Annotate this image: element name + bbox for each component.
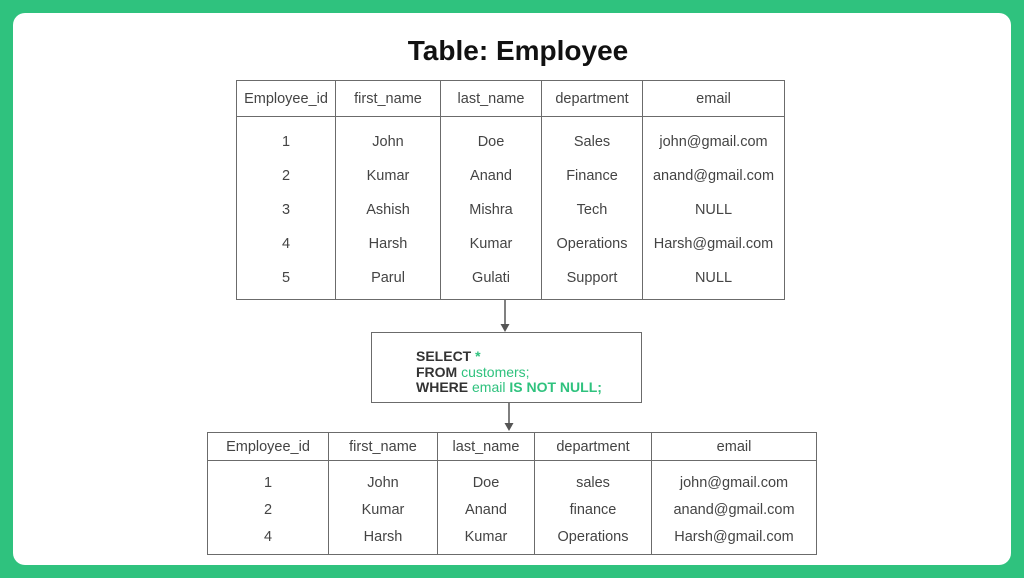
table-row	[208, 496, 817, 523]
table-cell: 1	[208, 461, 329, 497]
table-cell: anand@gmail.com	[643, 159, 785, 193]
sql-line-select	[416, 349, 602, 365]
table-cell: Sales	[542, 117, 643, 160]
table-row	[237, 227, 785, 261]
result-table	[207, 432, 817, 555]
sql-value: email	[472, 379, 506, 395]
table-cell: Finance	[542, 159, 643, 193]
table-cell: Anand	[441, 159, 542, 193]
table-cell: Harsh	[329, 523, 438, 555]
table-cell: NULL	[643, 193, 785, 227]
table-row	[237, 193, 785, 227]
sql-query	[416, 349, 602, 396]
table-cell: 2	[208, 496, 329, 523]
table-cell: Harsh@gmail.com	[643, 227, 785, 261]
table-cell: finance	[535, 496, 652, 523]
sql-line-where	[416, 380, 602, 396]
table-cell: Kumar	[336, 159, 441, 193]
table-cell: Anand	[438, 496, 535, 523]
table-cell: Parul	[336, 261, 441, 300]
table-cell: Harsh@gmail.com	[652, 523, 817, 555]
column-header: email	[643, 81, 785, 117]
column-header: first_name	[329, 433, 438, 461]
column-header: department	[542, 81, 643, 117]
table-row	[208, 523, 817, 555]
table-cell: Tech	[542, 193, 643, 227]
column-header: last_name	[438, 433, 535, 461]
arrow-down-icon	[498, 300, 512, 334]
sql-keyword: SELECT	[416, 348, 472, 364]
column-header: first_name	[336, 81, 441, 117]
table-cell: sales	[535, 461, 652, 497]
table-cell: john@gmail.com	[643, 117, 785, 160]
table-cell: 4	[208, 523, 329, 555]
table-cell: Kumar	[441, 227, 542, 261]
table-cell: Support	[542, 261, 643, 300]
table-cell: 2	[237, 159, 336, 193]
column-header: email	[652, 433, 817, 461]
table-row	[237, 261, 785, 300]
arrow-down-icon	[502, 403, 516, 434]
table-cell: NULL	[643, 261, 785, 300]
table-cell: 1	[237, 117, 336, 160]
table-cell: 4	[237, 227, 336, 261]
table-cell: Ashish	[336, 193, 441, 227]
table-cell: John	[336, 117, 441, 160]
table-row	[237, 159, 785, 193]
sql-condition: IS NOT NULL;	[509, 379, 602, 395]
sql-value: customers;	[461, 363, 530, 380]
sql-line-from	[416, 365, 602, 381]
column-header: Employee_id	[208, 433, 329, 461]
column-header: Employee_id	[237, 81, 336, 117]
column-header: department	[535, 433, 652, 461]
sql-value: *	[475, 348, 481, 364]
source-table	[236, 80, 785, 300]
table-cell: Gulati	[441, 261, 542, 300]
table-cell: john@gmail.com	[652, 461, 817, 497]
table-cell: anand@gmail.com	[652, 496, 817, 523]
table-row	[237, 117, 785, 160]
sql-keyword: FROM	[416, 363, 458, 380]
page-title: Table: Employee	[407, 35, 629, 66]
table-cell: John	[329, 461, 438, 497]
table-row	[208, 461, 817, 497]
table-cell: Doe	[438, 461, 535, 497]
table-cell: Mishra	[441, 193, 542, 227]
column-header: last_name	[441, 81, 542, 117]
result-table-header	[208, 433, 817, 461]
table-cell: 3	[237, 193, 336, 227]
source-table-header	[237, 81, 785, 117]
table-cell: Kumar	[438, 523, 535, 555]
table-cell: 5	[237, 261, 336, 300]
table-cell: Operations	[535, 523, 652, 555]
table-cell: Operations	[542, 227, 643, 261]
table-cell: Kumar	[329, 496, 438, 523]
table-cell: Harsh	[336, 227, 441, 261]
sql-keyword: WHERE	[416, 379, 469, 395]
table-cell: Doe	[441, 117, 542, 160]
sql-query-box	[371, 332, 642, 403]
